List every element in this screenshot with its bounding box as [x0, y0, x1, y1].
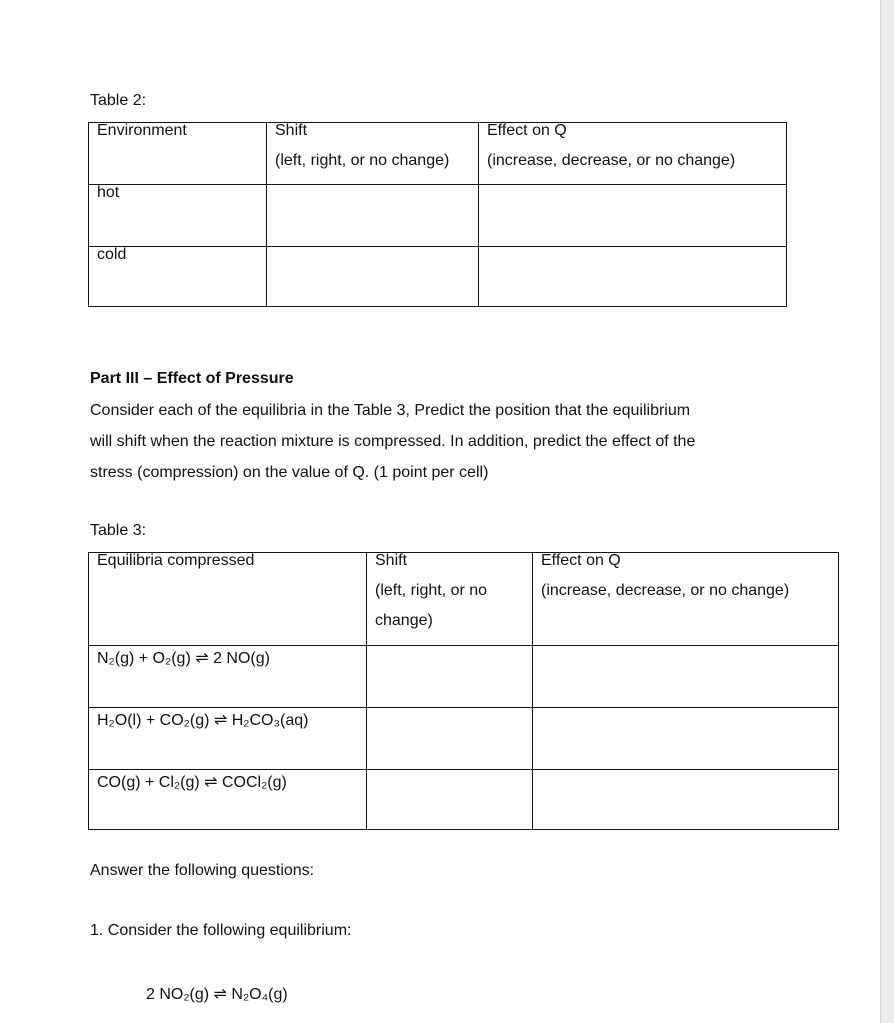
table3-header-shift: Shift (left, right, or no change) [367, 553, 533, 646]
table3-shift-cell[interactable] [367, 708, 533, 770]
table-row [89, 185, 787, 247]
table2-header-effect: Effect on Q (increase, decrease, or no change) [479, 123, 787, 185]
equilibrium-equation: H₂O(l) + CO₂(g) ⇌ H₂CO₃(aq) [89, 708, 367, 770]
question-1-equation: 2 NO₂(g) ⇌ N₂O₄(g) [146, 986, 288, 1003]
table2-header-shift: Shift (left, right, or no change) [267, 123, 479, 185]
table3-header-effect: Effect on Q (increase, decrease, or no change) [533, 553, 839, 646]
table-row [89, 708, 839, 770]
table-3 [88, 552, 839, 830]
equilibrium-equation: CO(g) + Cl₂(g) ⇌ COCl₂(g) [89, 770, 367, 830]
table3-effect-cell[interactable] [533, 646, 839, 708]
instructions-paragraph [90, 395, 780, 488]
table2-shift-cell[interactable] [267, 185, 479, 247]
table2-row-label: cold [89, 247, 267, 307]
paragraph-line: stress (compression) on the value of Q. (1 point per cell) [90, 464, 489, 481]
table-row [89, 770, 839, 830]
paragraph-line: Consider each of the equilibria in the Table 3, Predict the position that the equilibrium [90, 402, 691, 419]
table2-header-environment: Environment [89, 123, 267, 185]
questions-intro: Answer the following questions: [90, 862, 315, 879]
table3-effect-cell[interactable] [533, 770, 839, 830]
section-title: Part III – Effect of Pressure [90, 370, 294, 387]
table2-header-row [89, 123, 787, 185]
table3-shift-cell[interactable] [367, 646, 533, 708]
table2-effect-cell[interactable] [479, 185, 787, 247]
equilibrium-equation: N₂(g) + O₂(g) ⇌ 2 NO(g) [89, 646, 367, 708]
table-row [89, 646, 839, 708]
question-1: 1. Consider the following equilibrium: [90, 922, 352, 939]
table2-effect-cell[interactable] [479, 247, 787, 307]
scrollbar-track[interactable] [880, 0, 894, 1023]
table3-caption: Table 3: [90, 522, 147, 539]
table2-shift-cell[interactable] [267, 247, 479, 307]
table3-effect-cell[interactable] [533, 708, 839, 770]
paragraph-line: will shift when the reaction mixture is compressed. In addition, predict the effect of the [90, 433, 696, 450]
table2-row-label: hot [89, 185, 267, 247]
table3-shift-cell[interactable] [367, 770, 533, 830]
table-row [89, 247, 787, 307]
table3-header-equilibria: Equilibria compressed [89, 553, 367, 646]
table-2 [88, 122, 787, 307]
table2-caption: Table 2: [90, 92, 147, 109]
table3-header-row [89, 553, 839, 646]
